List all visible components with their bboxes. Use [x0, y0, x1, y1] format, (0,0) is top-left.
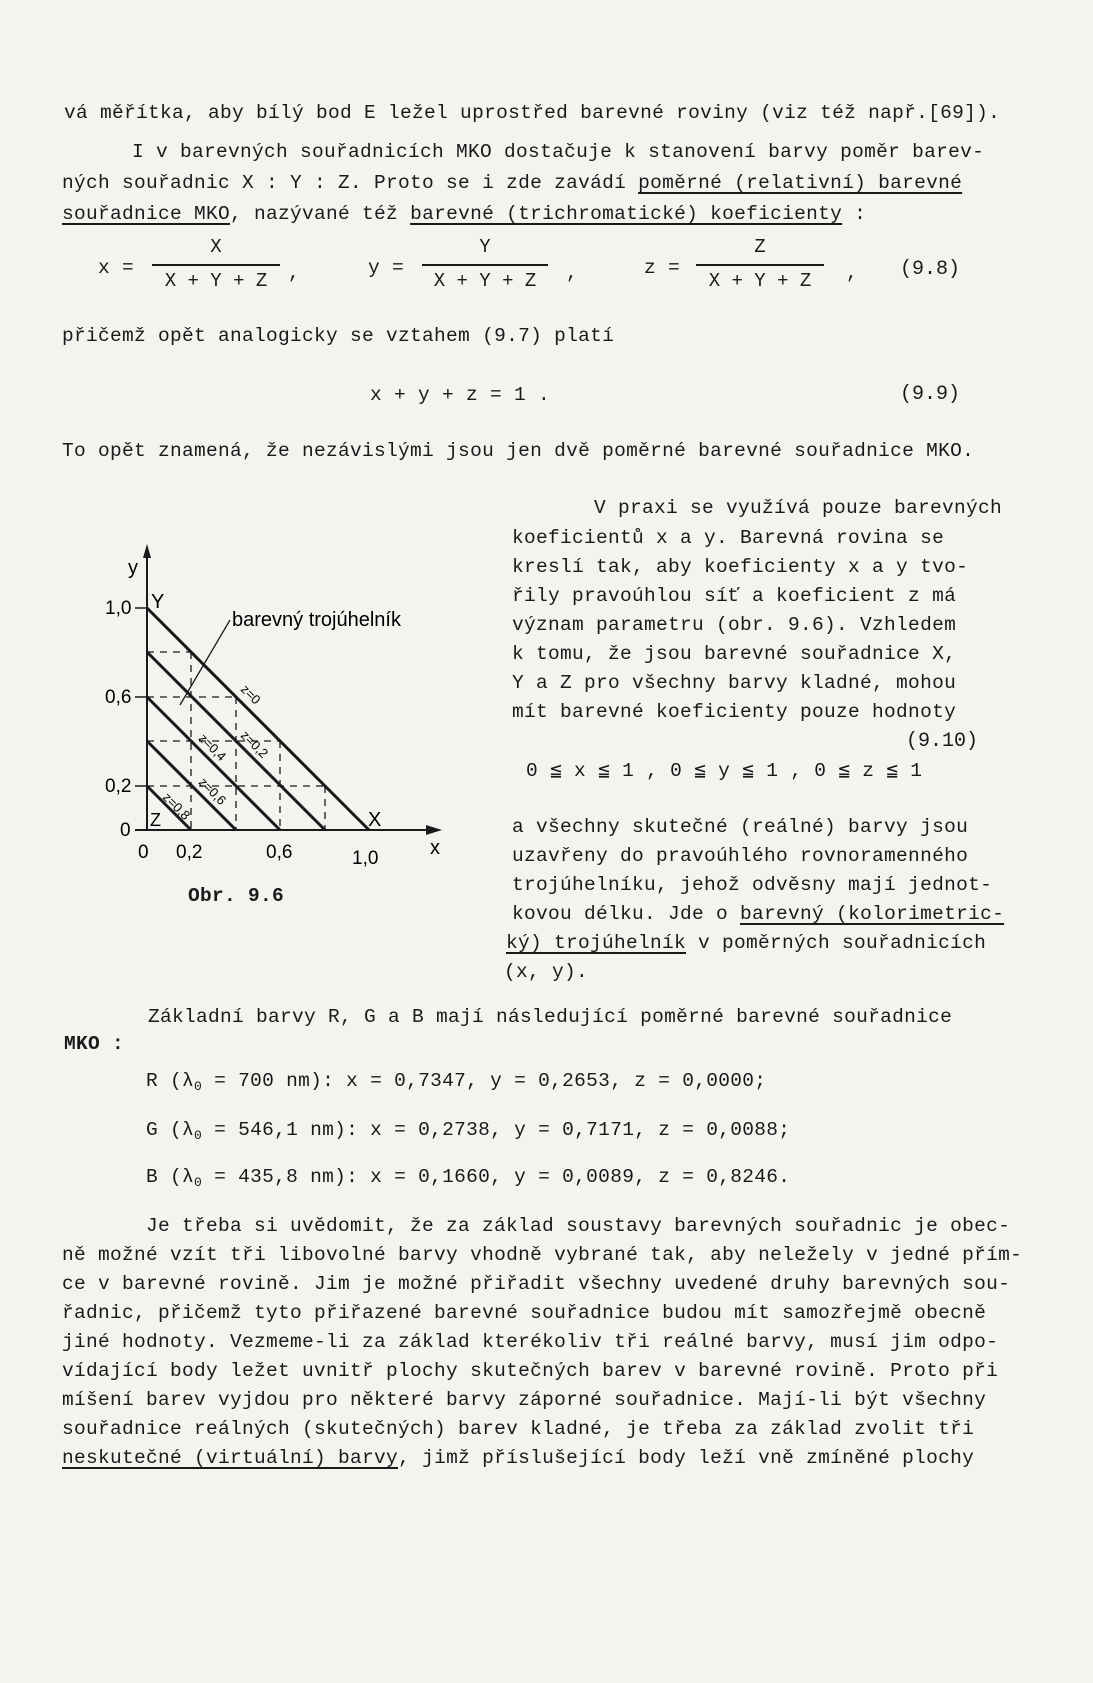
comma: , [566, 262, 579, 284]
z-line-label: z=0 [237, 681, 264, 708]
y-tick-label: 0,2 [105, 776, 132, 797]
vertex-label-Y: Y [151, 591, 165, 613]
x-tick-label: 1,0 [352, 848, 379, 869]
z-line-label: z=0,4 [195, 730, 230, 764]
comma: , [288, 262, 301, 284]
text-line: řadnic, přičemž tyto přiřazené barevné souřadnice budou mít samozřejmě obecně [62, 1302, 987, 1324]
fraction-bar [422, 264, 548, 266]
fraction-y [422, 236, 548, 292]
text-span: , jimž příslušející body leží vně zmíněné plochy [398, 1447, 975, 1469]
text-line: koeficientů x a y. Barevná rovina se [512, 527, 945, 549]
text-span: B (λ [146, 1166, 195, 1188]
eq-label-y: y = [368, 257, 405, 279]
text-line: míšení barev vyjdou pro některé barvy záporné souřadnice. Mají-li být všechny [62, 1389, 987, 1411]
inequality-9-10: 0 ≦ x ≦ 1 , 0 ≦ y ≦ 1 , 0 ≦ z ≦ 1 [526, 760, 923, 782]
fraction-z [696, 236, 824, 292]
underlined-term: ký) trojúhelník [506, 932, 687, 954]
x-axis-label: x [430, 837, 440, 859]
fraction-bar [696, 264, 824, 266]
text-line: význam parametru (obr. 9.6). Vzhledem [512, 614, 957, 636]
text-line: souřadnice reálných (skutečných) barev kladné, je třeba za základ zvolit tři [62, 1418, 975, 1440]
figure-caption: Obr. 9.6 [188, 885, 285, 907]
text-line: vá měřítka, aby bílý bod E ležel uprostřed barevné roviny (viz též např.[69]). [64, 102, 1001, 124]
text-line: k tomu, že jsou barevné souřadnice X, [512, 643, 957, 665]
text-line: trojúhelníku, jehož odvěsny mají jednot- [512, 874, 993, 896]
primary-B [146, 1166, 790, 1190]
equation-number: (9.8) [900, 258, 961, 281]
text-line [62, 172, 962, 194]
x-tick-label: 0,6 [266, 842, 293, 863]
text-line [62, 203, 866, 225]
comma: , [846, 262, 859, 284]
text-line: MKO : [64, 1033, 125, 1055]
subscript: 0 [194, 1175, 203, 1190]
fraction-numerator: Z [754, 236, 766, 258]
y-axis-arrow [143, 544, 151, 558]
fraction-numerator: Y [479, 236, 491, 258]
y-tick-label: 0 [120, 820, 131, 841]
text-span: v poměrných souřadnicích [686, 932, 987, 954]
fraction-denominator: X + Y + Z [164, 270, 268, 292]
text-line [62, 1447, 974, 1469]
fraction-bar [152, 264, 280, 266]
subscript: 0 [194, 1128, 203, 1143]
fraction-denominator: X + Y + Z [433, 270, 537, 292]
text-line [512, 903, 1004, 925]
underlined-term: barevné (trichromatické) koeficienty [410, 203, 843, 225]
figure-color-triangle [90, 540, 480, 870]
text-line: V praxi se využívá pouze barevných [594, 497, 1003, 519]
y-tick-label: 1,0 [105, 598, 132, 619]
text-line: vídající body ležet uvnitř plochy skutečných barev v barevné rovině. Proto při [62, 1360, 999, 1382]
text-span: = 546,1 nm): x = 0,2738, y = 0,7171, z = 0,0088; [202, 1119, 791, 1141]
text-line: jiné hodnoty. Vezmeme-li za základ kterékoliv tři reálné barvy, musí jim odpo- [62, 1331, 999, 1353]
triangle-label: barevný trojúhelník [232, 609, 401, 631]
underlined-term: souřadnice MKO [62, 203, 231, 225]
text-line [506, 932, 986, 954]
underlined-term: neskutečné (virtuální) barvy [62, 1447, 399, 1469]
equation-9-9: x + y + z = 1 . [370, 384, 551, 406]
text-span: = 435,8 nm): x = 0,1660, y = 0,0089, z = 0,8246. [202, 1166, 791, 1188]
x-axis-arrow [426, 825, 442, 835]
text-line: řily pravoúhlou síť a koeficient z má [512, 585, 957, 607]
fraction-x [152, 236, 280, 292]
primary-R [146, 1070, 766, 1094]
text-line: a všechny skutečné (reálné) barvy jsou [512, 816, 969, 838]
text-line: To opět znamená, že nezávislými jsou jen dvě poměrné barevné souřadnice MKO. [62, 440, 975, 462]
text-span: kovou délku. Jde o [512, 903, 741, 925]
label-leader [180, 620, 230, 705]
text-span: , nazývané též [230, 203, 411, 225]
underlined-term: barevný (kolorimetric- [740, 903, 1005, 925]
fraction-denominator: X + Y + Z [708, 270, 812, 292]
text-span: = 700 nm): x = 0,7347, y = 0,2653, z = 0,0000; [202, 1070, 767, 1092]
y-axis-label: y [128, 557, 138, 579]
text-line: ně možné vzít tři libovolné barvy vhodně vybrané tak, aby neležely v jedné přím- [62, 1244, 1023, 1266]
primary-G [146, 1119, 790, 1143]
equation-number: (9.10) [906, 730, 979, 753]
fraction-numerator: X [210, 236, 222, 258]
z-line-label: z=0,6 [195, 774, 230, 808]
x-tick-label: 0 [138, 842, 149, 863]
y-tick-label: 0,6 [105, 687, 132, 708]
text-line: uzavřeny do pravoúhlého rovnoramenného [512, 845, 969, 867]
eq-label-x: x = [98, 257, 135, 279]
text-line: přičemž opět analogicky se vztahem (9.7) platí [62, 325, 615, 347]
text-span: G (λ [146, 1119, 195, 1141]
text-span: R (λ [146, 1070, 195, 1092]
z-line-label: z=0,8 [159, 789, 194, 823]
text-line: Y a Z pro všechny barvy kladné, mohou [512, 672, 957, 694]
underlined-term: poměrné (relativní) barevné [638, 172, 963, 194]
text-line: I v barevných souřadnicích MKO dostačuje k stanovení barvy poměr barev- [132, 141, 985, 163]
vertex-label-Z: Z [150, 810, 161, 830]
text-line: mít barevné koeficienty pouze hodnoty [512, 701, 957, 723]
text-line: kreslí tak, aby koeficienty x a y tvo- [512, 556, 969, 578]
text-line: (x, y). [504, 961, 589, 983]
text-line: Základní barvy R, G a B mají následující poměrné barevné souřadnice [148, 1006, 953, 1028]
z-lines [147, 608, 369, 830]
text-line: ce v barevné rovině. Jim je možné přiřadit všechny uvedené druhy barevných sou- [62, 1273, 1011, 1295]
text-span: ných souřadnic X : Y : Z. Proto se i zde zavádí [62, 172, 639, 194]
z-line-label: z=0,2 [237, 727, 272, 761]
text-span: : [842, 203, 867, 225]
eq-label-z: z = [644, 257, 681, 279]
vertex-label-X: X [368, 809, 382, 831]
x-tick-label: 0,2 [176, 842, 203, 863]
text-line: Je třeba si uvědomit, že za základ soustavy barevných souřadnic je obec- [146, 1215, 1011, 1237]
equation-number: (9.9) [900, 383, 961, 406]
subscript: 0 [194, 1079, 203, 1094]
